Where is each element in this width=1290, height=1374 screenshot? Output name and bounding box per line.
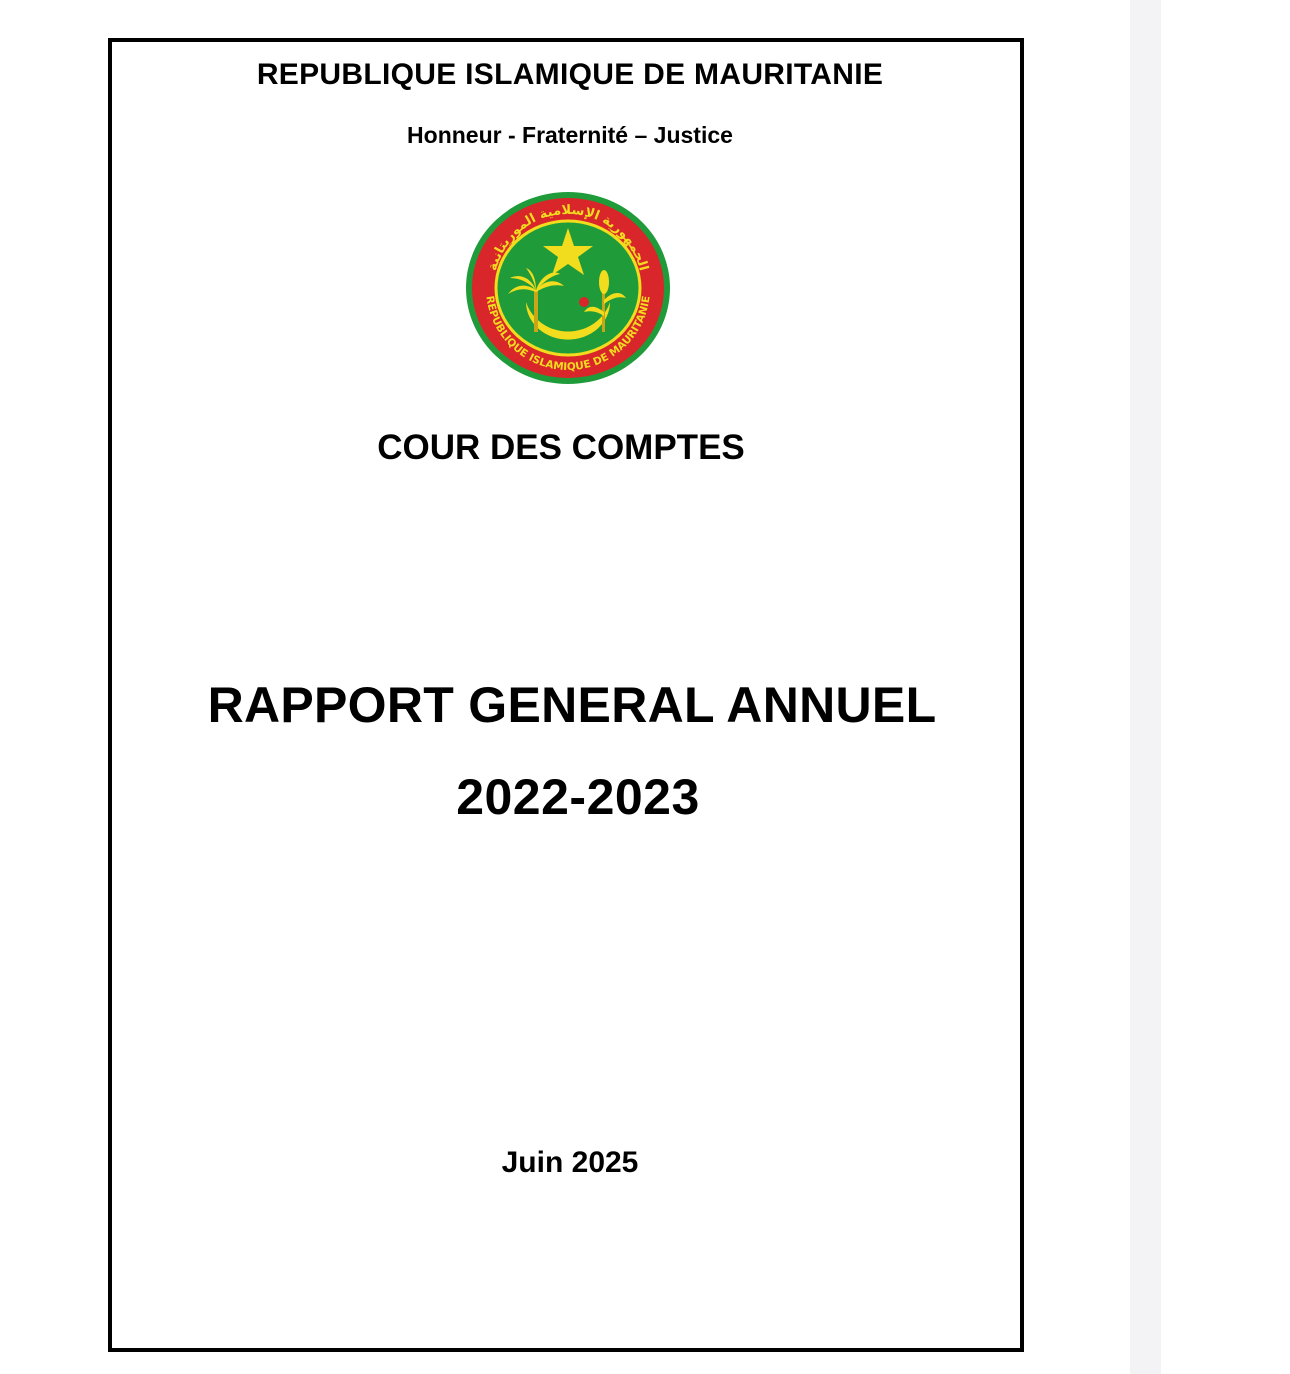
frame-tick (108, 1012, 112, 1014)
frame-tick (1020, 478, 1024, 480)
national-seal-icon (464, 190, 672, 386)
frame-tick (1020, 1294, 1024, 1296)
frame-tick (108, 566, 112, 568)
report-years: 2022-2023 (456, 769, 700, 825)
frame-tick (108, 744, 112, 746)
cover-page (108, 38, 1024, 1352)
vertical-scrollbar[interactable] (1130, 0, 1161, 1374)
seal-top-lettering: ﺍﻟﺠﻤﻬﻮﺭﻳﺔ ﺍﻹﺳﻼﻣﻴﺔ ﺍﻟﻤﻮﺭﻳﺘﺎﻧﻴﺔ (485, 202, 651, 273)
frame-tick (1020, 744, 1024, 746)
frame-tick (1020, 1012, 1024, 1014)
frame-tick (1020, 566, 1024, 568)
frame-tick (108, 654, 112, 656)
frame-tick (1020, 838, 1024, 840)
institution-name: COUR DES COMPTES (377, 428, 745, 467)
frame-tick (1020, 654, 1024, 656)
report-title: RAPPORT GENERAL ANNUEL (207, 677, 937, 733)
country-heading: REPUBLIQUE ISLAMIQUE DE MAURITANIE (256, 58, 884, 91)
seal-emblem-dot (579, 297, 589, 307)
frame-tick (108, 1294, 112, 1296)
frame-tick (1020, 158, 1024, 160)
national-motto: Honneur - Fraternité – Justice (407, 122, 733, 148)
frame-tick (1020, 406, 1024, 408)
frame-tick (1020, 1100, 1024, 1102)
frame-tick (108, 838, 112, 840)
frame-tick (1020, 924, 1024, 926)
seal-outer-text: REPUBLIQUE ISLAMIQUE DE MAURITANIE (483, 295, 653, 374)
frame-tick (108, 924, 112, 926)
frame-tick (108, 478, 112, 480)
frame-tick (108, 1100, 112, 1102)
frame-tick (108, 1196, 112, 1198)
frame-tick (108, 158, 112, 160)
publication-date: Juin 2025 (501, 1146, 639, 1179)
frame-tick (108, 406, 112, 408)
frame-tick (1020, 1196, 1024, 1198)
